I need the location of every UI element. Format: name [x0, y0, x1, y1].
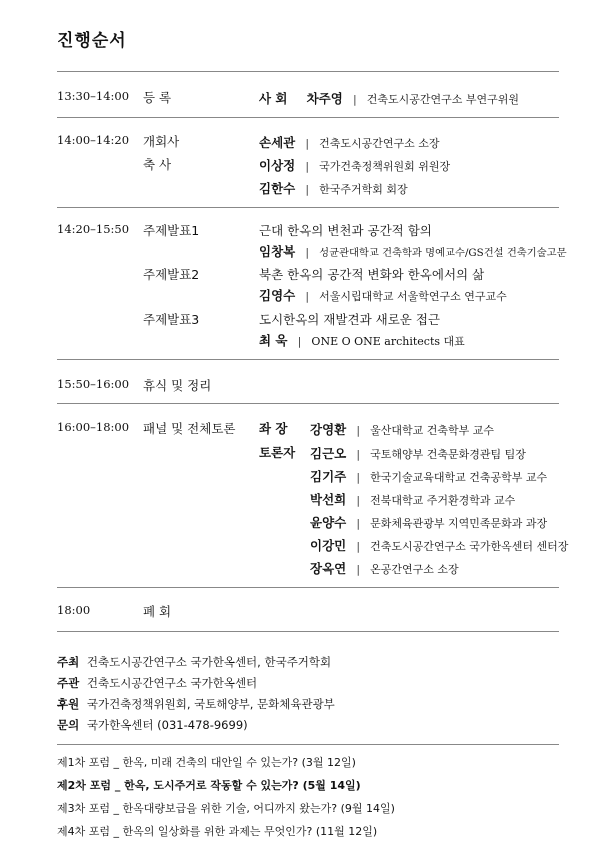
separator: | [297, 335, 302, 348]
person-affiliation: 문화체육관광부 지역민족문화과 과장 [370, 517, 548, 530]
panelist-row [310, 535, 568, 554]
person-affiliation: 한국기술교육대학교 건축공학부 교수 [370, 471, 548, 484]
info-value: 건축도시공간연구소 국가한옥센터 [86, 676, 258, 690]
person-name: 윤양수 [310, 515, 347, 530]
speaker-row [259, 285, 507, 304]
separator: | [356, 540, 361, 553]
info-row [57, 717, 248, 733]
person-name: 장옥연 [310, 561, 347, 576]
divider [57, 744, 559, 745]
moderator-row [259, 88, 519, 107]
person-affiliation: 서울시립대학교 서울학연구소 연구교수 [319, 290, 507, 303]
chair-row [310, 419, 494, 438]
session-time: 16:00–18:00 [57, 420, 130, 434]
info-row [57, 654, 331, 670]
person-name: 김한수 [259, 181, 296, 196]
separator: | [356, 471, 361, 484]
divider [57, 117, 559, 118]
person-affiliation: 건축도시공간연구소 국가한옥센터 센터장 [370, 540, 569, 553]
person-name: 차주영 [306, 91, 343, 106]
info-key: 후원 [57, 697, 80, 711]
session-time: 14:00–14:20 [57, 133, 130, 147]
session-label: 휴식 및 정리 [143, 378, 212, 393]
person-affiliation: 온공간연구소 소장 [370, 563, 459, 576]
person-name: 박선희 [310, 492, 347, 507]
person-affiliation: 국토해양부 건축문화경관팀 팀장 [370, 448, 526, 461]
divider [57, 631, 559, 632]
separator: | [356, 517, 361, 530]
separator: | [356, 424, 361, 437]
role-label: 좌 장 [259, 421, 288, 436]
speaker-row [259, 132, 440, 151]
person-affiliation: 국가건축정책위원회 위원장 [319, 160, 451, 173]
presentation-topic: 근대 한옥의 변천과 공간적 함의 [259, 223, 432, 238]
divider [57, 207, 559, 208]
divider [57, 71, 559, 72]
session-time: 18:00 [57, 603, 91, 617]
session-label: 주제발표1 [143, 223, 200, 238]
person-name: 임창복 [259, 244, 296, 259]
separator: | [305, 246, 310, 259]
person-name: 김기주 [310, 469, 347, 484]
speaker-row [259, 155, 450, 174]
person-affiliation: ONE O ONE architects 대표 [311, 335, 465, 348]
person-affiliation: 건축도시공간연구소 부연구위원 [366, 93, 520, 106]
presentation-topic: 북촌 한옥의 공간적 변화와 한옥에서의 삶 [259, 267, 485, 282]
person-name: 이상정 [259, 158, 296, 173]
info-value: 국가한옥센터 (031-478-9699) [86, 718, 248, 732]
forum-item: 제4차 포럼 _ 한옥의 일상화를 위한 과제는 무엇인가? (11월 12일) [57, 825, 378, 838]
info-key: 주관 [57, 676, 80, 690]
info-row [57, 696, 335, 712]
session-time: 13:30–14:00 [57, 89, 130, 103]
person-name: 최 욱 [259, 333, 288, 348]
session-label: 주제발표2 [143, 267, 200, 282]
session-label: 개회사 [143, 134, 180, 149]
info-value: 국가건축정책위원회, 국토해양부, 문화체육관광부 [86, 697, 335, 711]
person-affiliation: 성균관대학교 건축학과 명예교수/GS건설 건축기술고문 [319, 247, 567, 259]
page-title: 진행순서 [57, 31, 127, 51]
separator: | [305, 160, 310, 173]
divider [57, 587, 559, 588]
person-name: 강영환 [310, 422, 347, 437]
panelist-row [310, 512, 547, 531]
person-name: 이강민 [310, 538, 347, 553]
session-label: 등 록 [143, 90, 172, 105]
panelist-row [310, 558, 459, 577]
speaker-row [259, 241, 567, 260]
person-affiliation: 한국주거학회 회장 [319, 183, 408, 196]
speaker-row [259, 330, 465, 349]
person-affiliation: 울산대학교 건축학부 교수 [370, 424, 495, 437]
separator: | [352, 93, 357, 106]
role-label: 토론자 [259, 445, 296, 460]
session-time: 14:20–15:50 [57, 222, 130, 236]
person-affiliation: 전북대학교 주거환경학과 교수 [370, 494, 516, 507]
forum-item: 제1차 포럼 _ 한옥, 미래 건축의 대안일 수 있는가? (3월 12일) [57, 756, 356, 769]
person-name: 손세관 [259, 135, 296, 150]
panelist-row [310, 489, 515, 508]
session-time: 15:50–16:00 [57, 377, 130, 391]
session-label: 축 사 [143, 157, 172, 172]
panelist-row [310, 443, 526, 462]
person-name: 김근오 [310, 446, 347, 461]
separator: | [356, 563, 361, 576]
info-key: 주최 [57, 655, 80, 669]
session-label: 폐 회 [143, 604, 172, 619]
panelist-row [310, 466, 547, 485]
separator: | [356, 494, 361, 507]
session-label: 주제발표3 [143, 312, 200, 327]
info-row [57, 675, 257, 691]
session-label: 패널 및 전체토론 [143, 421, 236, 436]
person-affiliation: 건축도시공간연구소 소장 [319, 137, 440, 150]
person-name: 김영수 [259, 288, 296, 303]
info-value: 건축도시공간연구소 국가한옥센터, 한국주거학회 [86, 655, 332, 669]
separator: | [305, 137, 310, 150]
separator: | [305, 183, 310, 196]
divider [57, 403, 559, 404]
forum-item-current: 제2차 포럼 _ 한옥, 도시주거로 작동할 수 있는가? (5월 14일) [57, 779, 361, 792]
speaker-row [259, 178, 408, 197]
separator: | [305, 290, 310, 303]
info-key: 문의 [57, 718, 80, 732]
presentation-topic: 도시한옥의 재발견과 새로운 접근 [259, 312, 440, 327]
divider [57, 359, 559, 360]
role-label: 사 회 [259, 91, 288, 106]
forum-item: 제3차 포럼 _ 한옥대량보급을 위한 기술, 어디까지 왔는가? (9월 14일) [57, 802, 395, 815]
separator: | [356, 448, 361, 461]
